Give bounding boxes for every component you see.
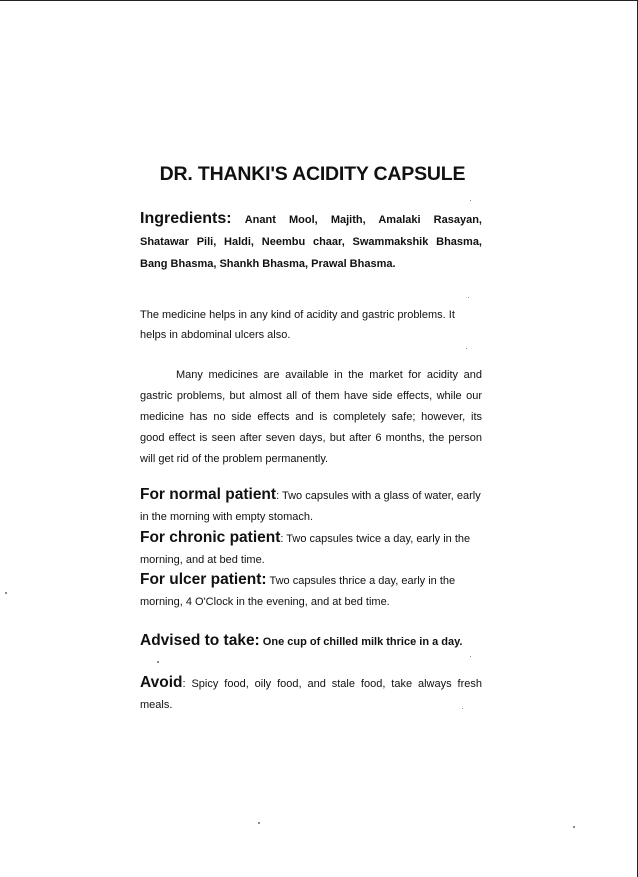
normal-patient-text: Two capsules with a glass of water, early in the morning with empty stomach. [140, 490, 481, 523]
avoid-colon: : [182, 678, 186, 690]
ulcer-patient-dosage [140, 569, 482, 613]
scan-speck [157, 661, 159, 663]
ingredients-section [140, 208, 482, 275]
helps-paragraph: The medicine helps in any kind of acidity and gastric problems. It helps in abdominal ulcers also. [140, 309, 455, 341]
ingredients-list: Anant Mool, Majith, Amalaki Rasayan, Shatawar Pili, Haldi, Neembu chaar, Swammakshik Bhasma, Bang Bhasma, Shankh Bhasma, Prawal Bhasma. [140, 214, 482, 270]
scan-speck [470, 200, 471, 201]
scan-speck [573, 826, 575, 828]
avoid-section [140, 672, 482, 716]
normal-patient-colon: : [276, 490, 280, 502]
advised-heading: Advised to take: [140, 632, 260, 649]
side-effects-paragraph: Many medicines are available in the market for acidity and gastric problems, but almost all of them have side effects, while our medicine has no side effects and is completely safe; however, its good effect is seen after seven days, but after 6 months, the person will get rid of the problem permanently. [140, 369, 482, 465]
chronic-patient-heading: For chronic patient [140, 529, 281, 546]
ingredients-heading: Ingredients: [140, 210, 232, 227]
normal-patient-heading: For normal patient [140, 486, 277, 503]
ulcer-patient-heading: For ulcer patient: [140, 571, 267, 588]
scan-speck [258, 822, 260, 824]
advised-text: One cup of chilled milk thrice in a day. [262, 636, 463, 648]
normal-patient-dosage [140, 484, 482, 528]
chronic-patient-colon: : [280, 533, 284, 545]
avoid-heading: Avoid [140, 674, 183, 691]
document-title: DR. THANKI'S ACIDITY CAPSULE [159, 163, 466, 185]
avoid-text: Spicy food, oily food, and stale food, take always fresh meals. [140, 678, 482, 711]
scan-speck [5, 592, 7, 594]
advised-section [140, 630, 482, 653]
scan-speck [462, 708, 463, 709]
scan-speck [466, 348, 467, 349]
ulcer-patient-text: Two capsules thrice a day, early in the morning, 4 O'Clock in the evening, and at bed time. [140, 575, 456, 608]
chronic-patient-text: Two capsules twice a day, early in the morning, and at bed time. [140, 533, 471, 566]
chronic-patient-dosage [140, 527, 482, 571]
page-border-top [0, 0, 638, 1]
scan-speck [468, 297, 469, 298]
scan-speck [470, 656, 471, 657]
